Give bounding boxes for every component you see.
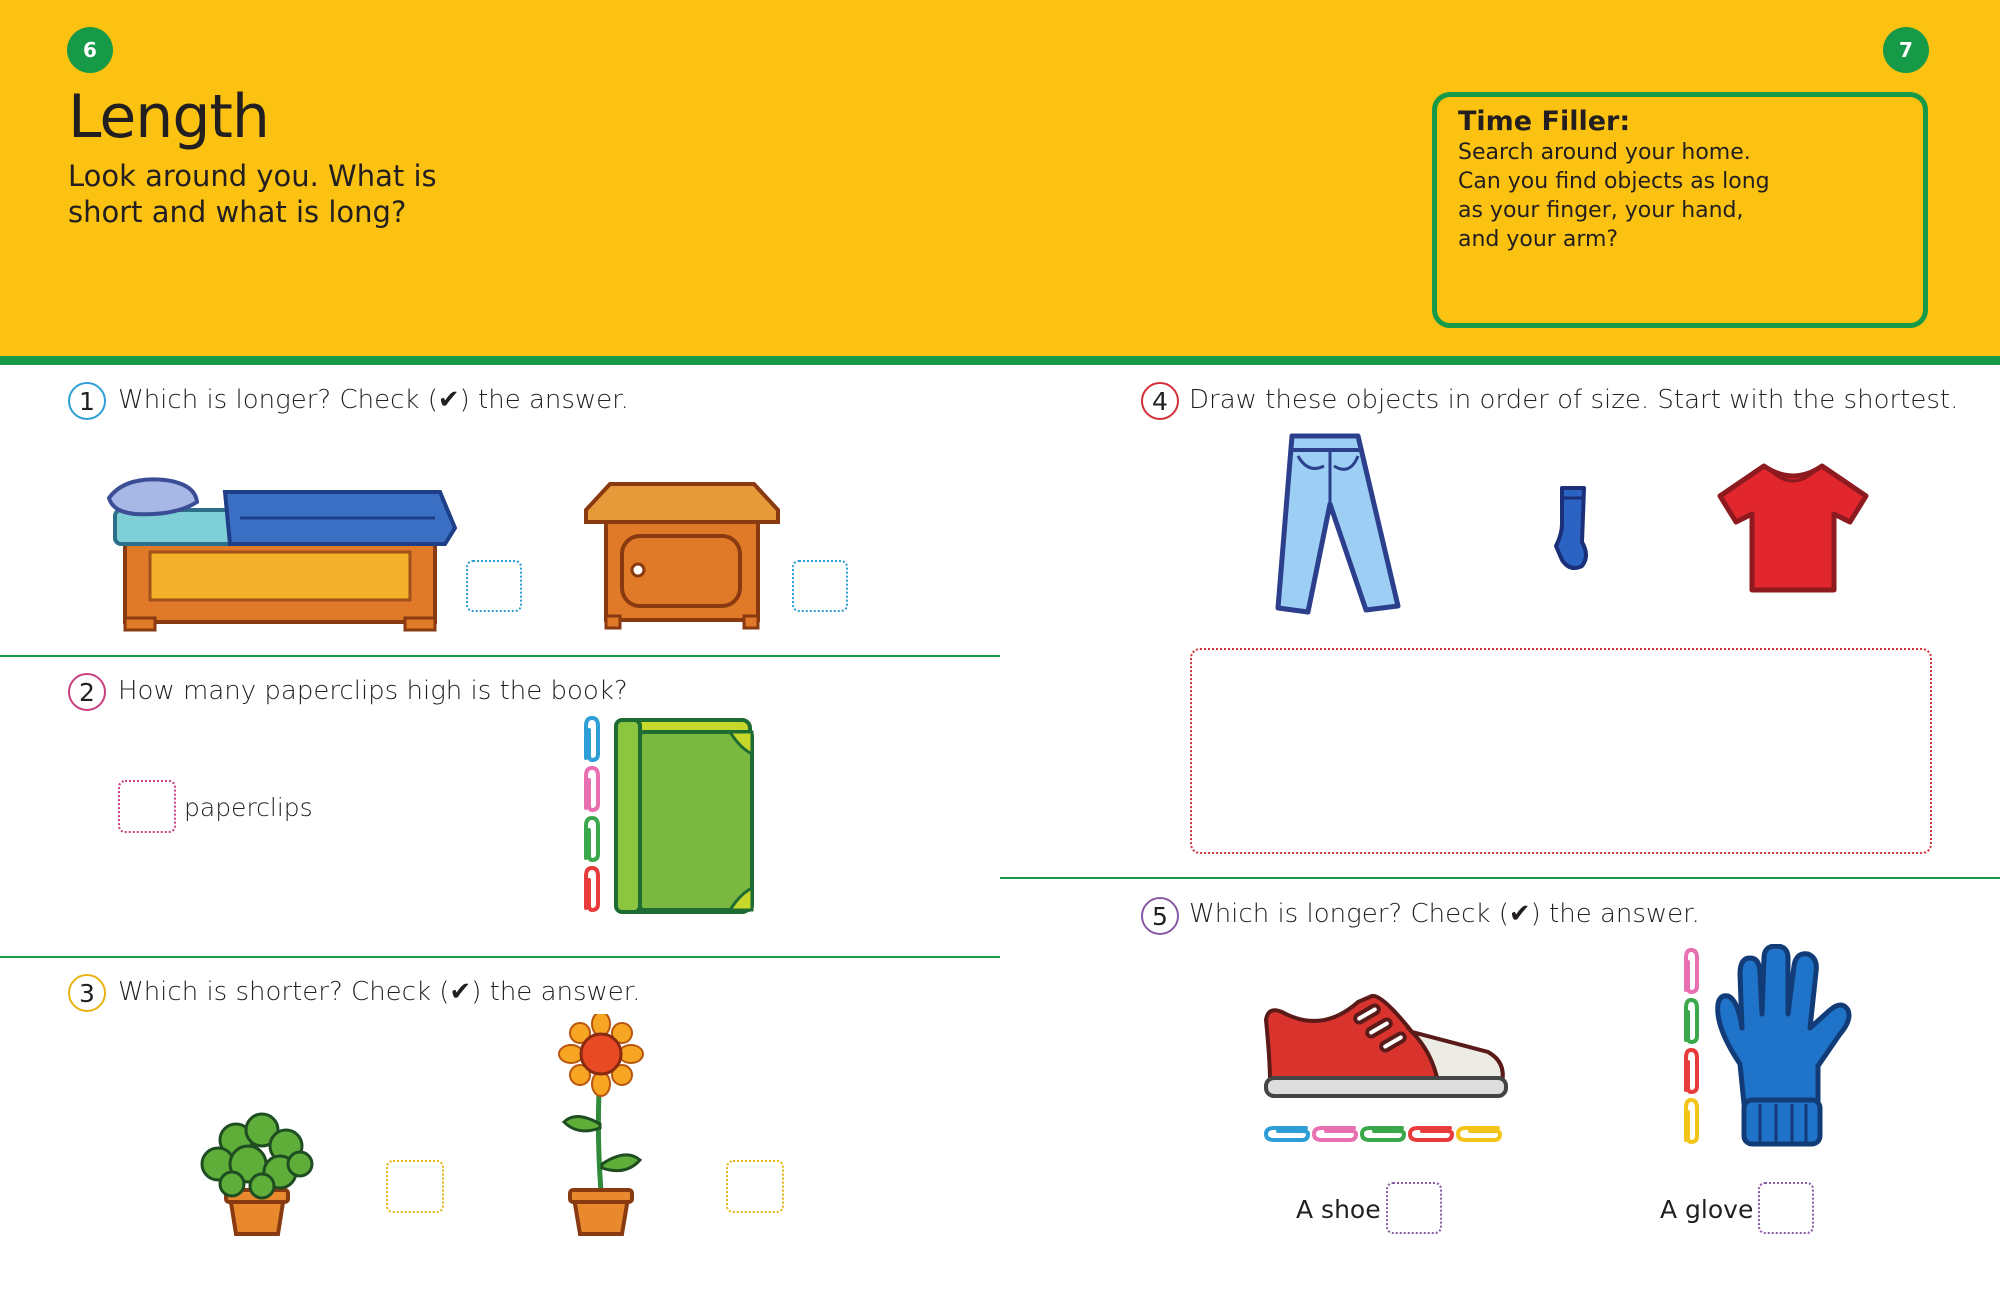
time-filler-text: Search around your home. Can you find objects as long as your finger, your hand, and your arm? [1458,140,1770,252]
sock-icon [1550,484,1596,574]
time-filler-title: Time Filler: [1458,106,1631,137]
divider-q1-q2 [0,655,1000,657]
q1-bed-checkbox[interactable] [466,560,522,612]
q5-option-b-label: A glove [1660,1195,1754,1224]
page-subtitle: Look around you. What is short and what is long? [68,159,437,229]
bed-icon [105,470,460,632]
q2-answer-box[interactable] [118,780,176,833]
question-4-number: 4 [1141,382,1179,420]
divider-q4-q5 [1000,877,2000,879]
page-title: Length [68,82,269,152]
glove-icon [1710,944,1852,1148]
question-5-text: Which is longer? Check (✔) the answer. [1189,899,1700,929]
book-icon [612,714,758,916]
q3-sunflower-checkbox[interactable] [726,1160,784,1213]
question-5-number: 5 [1141,897,1179,935]
page-number-left: 6 [67,27,113,73]
question-3-number: 3 [68,974,106,1012]
shoe-icon [1262,990,1510,1102]
sunflower-icon [556,1014,646,1238]
paperclip-icon [1262,1122,1510,1146]
question-2-text: How many paperclips high is the book? [118,676,628,706]
plant-icon [196,1110,318,1238]
question-2-number: 2 [68,673,106,711]
question-4-text: Draw these objects in order of size. Start with the shortest. [1189,385,1959,415]
page-number-right: 7 [1883,27,1929,73]
q4-drawing-area[interactable] [1190,648,1932,854]
q1-table-checkbox[interactable] [792,560,848,612]
jeans-icon [1274,430,1404,616]
paperclip-icon [1678,946,1704,1146]
question-3-text: Which is shorter? Check (✔) the answer. [118,977,641,1007]
paperclip-icon [578,714,606,914]
q3-plant-checkbox[interactable] [386,1160,444,1213]
q5-shoe-checkbox[interactable] [1386,1182,1442,1234]
header-divider [0,356,2000,365]
divider-q2-q3 [0,956,1000,958]
q5-glove-checkbox[interactable] [1758,1182,1814,1234]
question-1-number: 1 [68,382,106,420]
q5-option-a-label: A shoe [1296,1195,1381,1224]
question-1-text: Which is longer? Check (✔) the answer. [118,385,629,415]
q2-answer-label: paperclips [184,793,313,822]
tshirt-icon [1716,460,1870,596]
bedside-table-icon [582,480,782,630]
